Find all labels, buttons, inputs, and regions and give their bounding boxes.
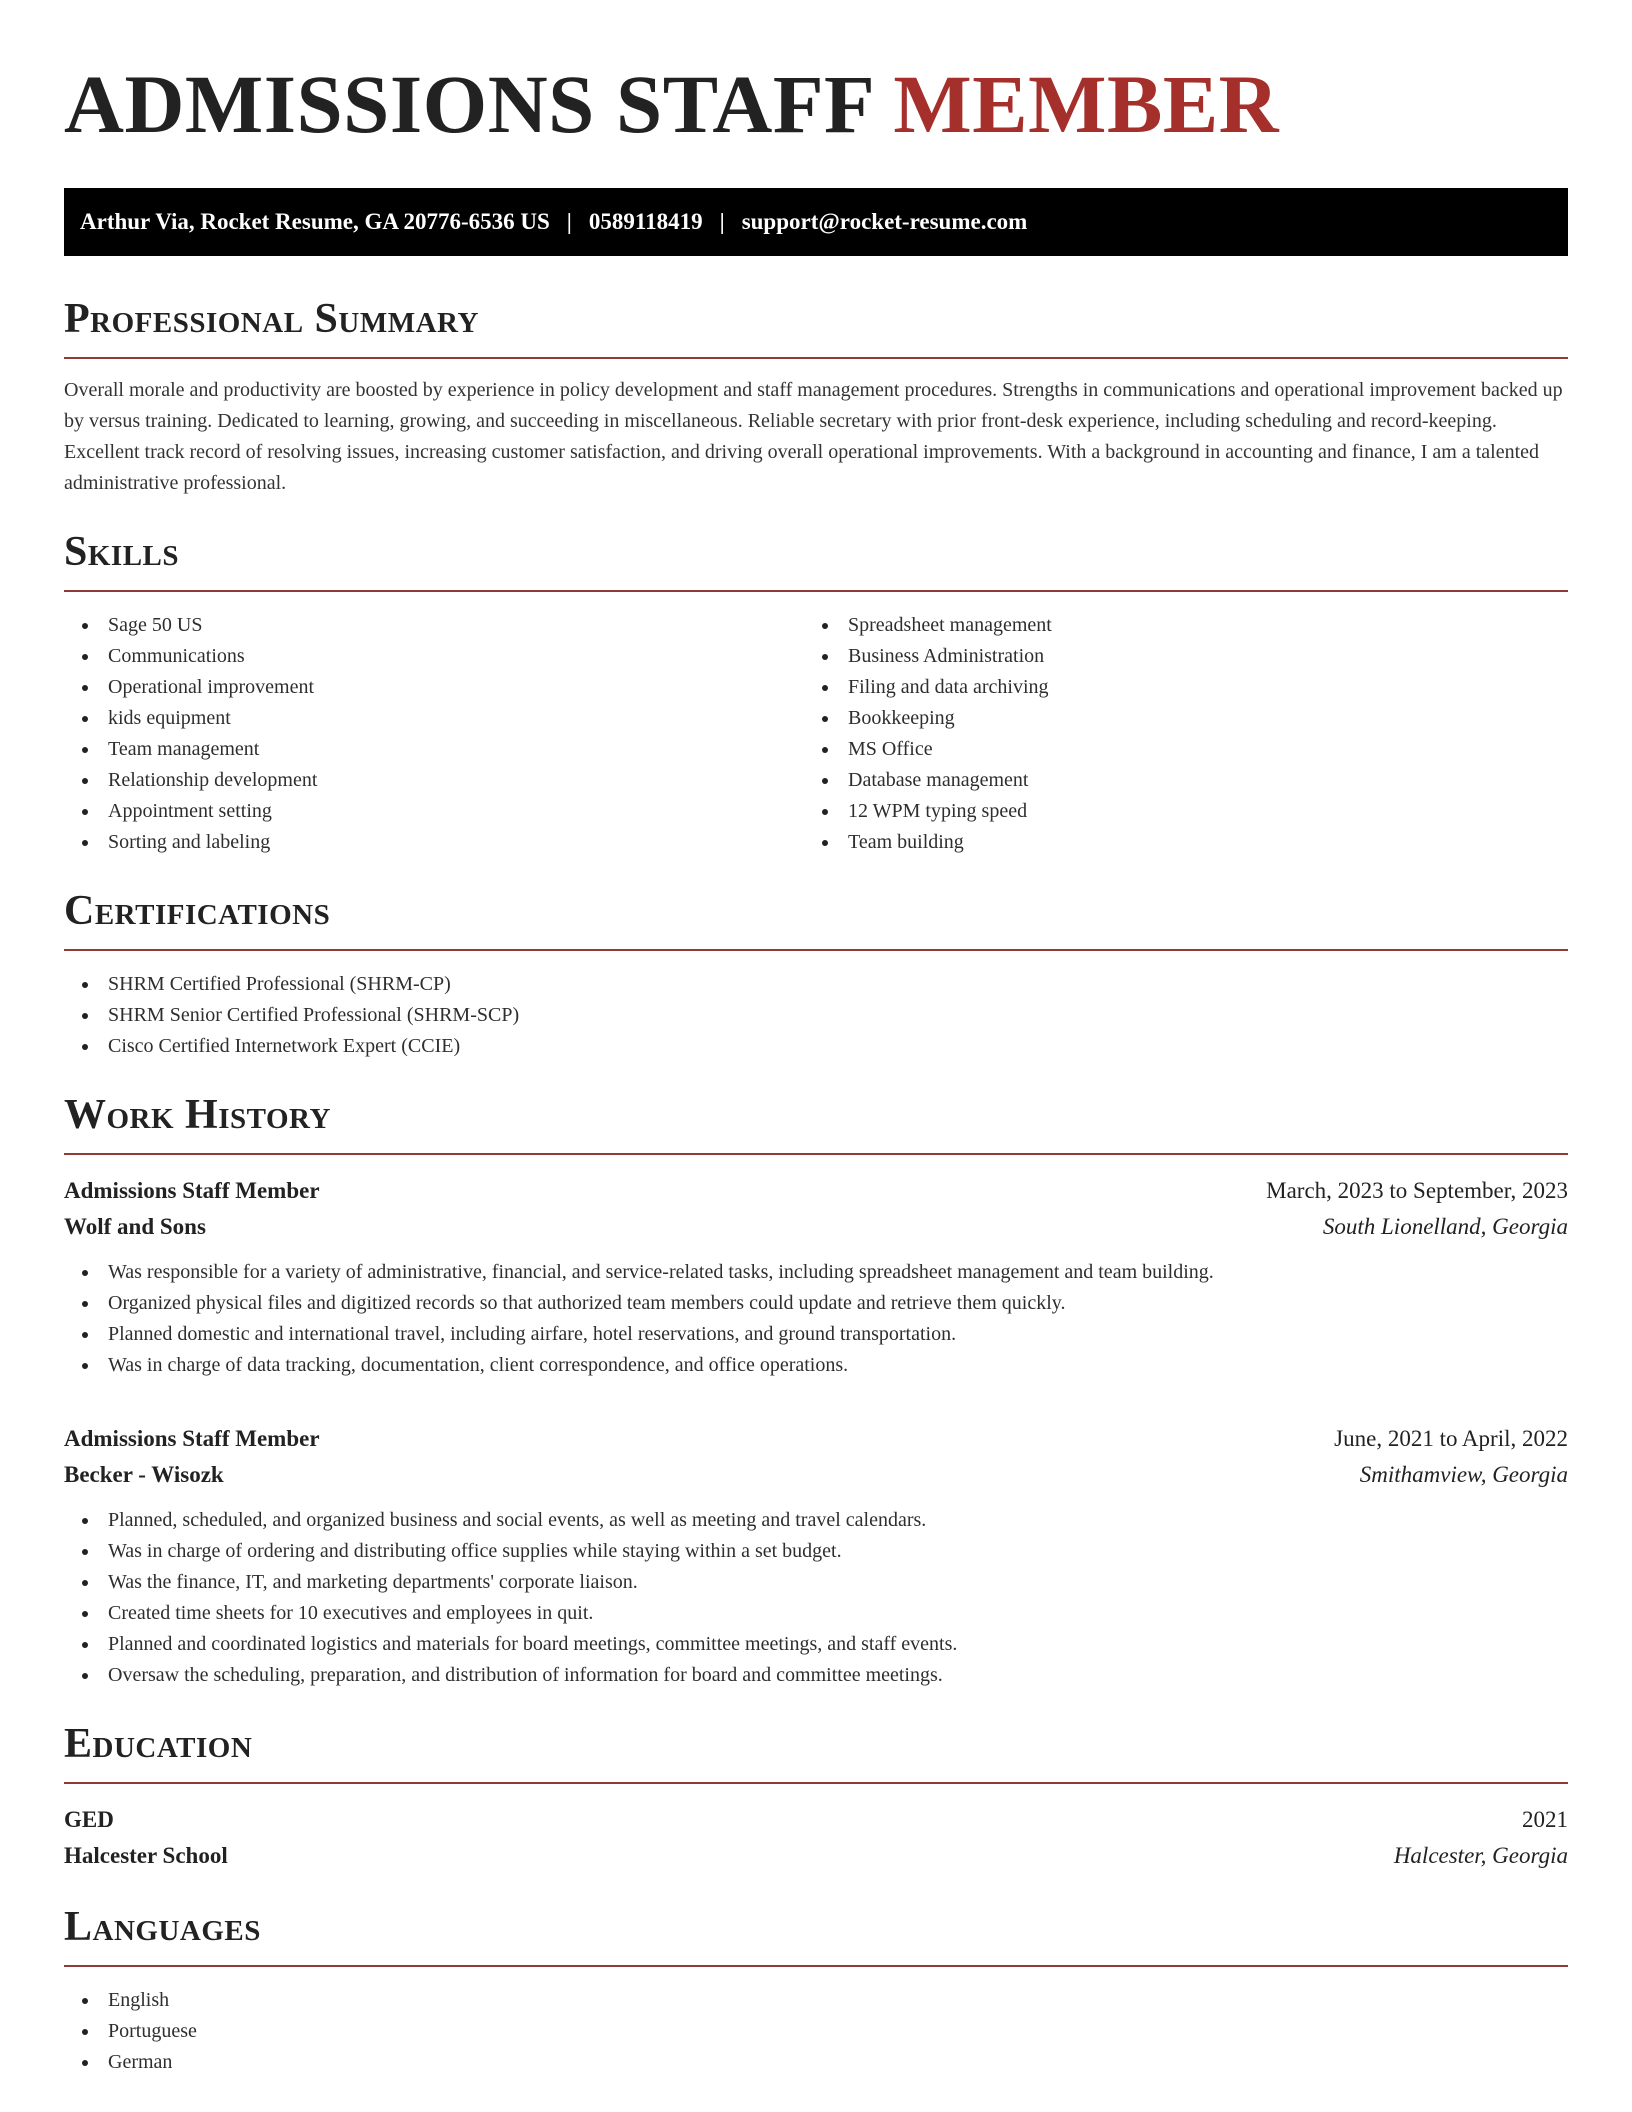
bullet-icon [82,1642,88,1648]
language-label: German [108,2051,173,2073]
bullet-icon [82,809,88,815]
job-duty [64,1629,1568,1660]
language-label: Portuguese [108,2020,197,2042]
languages-list [64,1985,1568,2078]
resume-title [64,58,1568,150]
skill-item [804,610,1568,641]
job-duty-text: Was the finance, IT, and marketing departments' corporate liaison. [108,1571,638,1593]
skill-label: Appointment setting [108,800,272,822]
skill-item [804,765,1568,796]
summary-text: Overall morale and productivity are boosted by experience in policy development and staff management procedures. Strengths in communications and operational improvement backed up by versus training. Dedicated to learning, growing, and succeeding in miscellaneous. Reliable secretary with prior front-desk experience, including scheduling and record-keeping. Excellent track record of resolving issues, increasing customer satisfaction, and driving overall operational improvements. With a background in accounting and finance, I am a talented administrative professional. [64,379,1563,494]
work-history-section [64,1092,1568,1691]
language-label: English [108,1989,170,2011]
section-divider [64,590,1568,592]
skill-item [64,641,804,672]
skill-label: Team management [108,738,260,760]
contact-separator: | [566,209,572,234]
summary-heading: Professional Summary [64,296,479,342]
skill-item [804,796,1568,827]
contact-email: support@rocket-resume.com [741,209,1028,234]
job-duty [64,1660,1568,1691]
skill-item [64,796,804,827]
skill-item [804,703,1568,734]
bullet-icon [82,747,88,753]
skill-item [804,672,1568,703]
job-location: Smithamview, Georgia [1359,1462,1568,1487]
education-location: Halcester, Georgia [1393,1843,1568,1868]
bullet-icon [82,840,88,846]
job-location: South Lionelland, Georgia [1322,1214,1568,1239]
bullet-icon [82,1332,88,1338]
bullet-icon [82,982,88,988]
job-duty-text: Organized physical files and digitized records so that authorized team members could update and retrieve them quickly. [108,1292,1066,1314]
certification-item [64,969,1568,1000]
skill-label: Sorting and labeling [108,831,271,853]
bullet-icon [822,716,828,722]
language-item [64,2047,1568,2078]
skills-heading: Skills [64,529,180,575]
skill-label: Team building [848,831,964,853]
skill-item [64,610,804,641]
bullet-icon [82,2060,88,2066]
work-history-heading: Work History [64,1092,331,1138]
bullet-icon [82,1270,88,1276]
bullet-icon [82,1998,88,2004]
certifications-section [64,888,1568,1062]
job-duty [64,1288,1568,1319]
skill-label: Bookkeeping [848,707,955,729]
job-duties-list [64,1257,1568,1381]
skill-label: kids equipment [108,707,231,729]
certifications-list [64,969,1568,1062]
job-duty-text: Planned, scheduled, and organized business and social events, as well as meeting and travel calendars. [108,1509,927,1531]
skill-label: 12 WPM typing speed [848,800,1028,822]
bullet-icon [822,840,828,846]
job-duty-text: Was in charge of data tracking, documentation, client correspondence, and office operations. [108,1354,849,1376]
job-duty [64,1567,1568,1598]
certification-label: Cisco Certified Internetwork Expert (CCIE) [108,1035,461,1057]
job-entry [64,1173,1568,1381]
education-school: Halcester School [64,1843,228,1868]
section-divider [64,949,1568,951]
contact-address: Arthur Via, Rocket Resume, GA 20776-6536 US [80,209,550,234]
languages-heading: Languages [64,1904,261,1950]
education-degree-row [64,1802,1568,1838]
summary-section [64,296,1568,499]
skill-item [64,672,804,703]
skill-label: Business Administration [848,645,1045,667]
bullet-icon [822,809,828,815]
language-item [64,2016,1568,2047]
contact-bar [64,188,1568,256]
job-duty-text: Created time sheets for 10 executives and employees in quit. [108,1602,594,1624]
skill-label: Communications [108,645,245,667]
job-title: Admissions Staff Member [64,1426,320,1451]
bullet-icon [82,1673,88,1679]
skill-label: Sage 50 US [108,614,203,636]
section-divider [64,1782,1568,1784]
skill-item [64,734,804,765]
certifications-heading: Certifications [64,888,331,934]
bullet-icon [822,778,828,784]
section-divider [64,1965,1568,1967]
section-divider [64,1153,1568,1155]
skill-item [64,703,804,734]
certification-item [64,1000,1568,1031]
job-entry [64,1421,1568,1691]
skills-list-left [64,610,804,858]
job-header-row [64,1421,1568,1457]
job-company-row [64,1457,1568,1493]
job-duty [64,1257,1568,1288]
skills-list-right [804,610,1568,858]
bullet-icon [82,1549,88,1555]
job-duties-list [64,1505,1568,1691]
skills-section [64,529,1568,858]
bullet-icon [82,716,88,722]
skill-item [804,827,1568,858]
job-duty [64,1536,1568,1567]
language-item [64,1985,1568,2016]
title-accent: MEMBER [893,58,1280,150]
job-dates: March, 2023 to September, 2023 [1266,1178,1568,1203]
certification-label: SHRM Senior Certified Professional (SHRM-SCP) [108,1004,520,1026]
education-degree: GED [64,1807,114,1832]
bullet-icon [82,2029,88,2035]
education-section [64,1721,1568,1874]
skill-label: MS Office [848,738,933,760]
bullet-icon [822,623,828,629]
bullet-icon [82,1518,88,1524]
bullet-icon [82,685,88,691]
bullet-icon [822,747,828,753]
job-title: Admissions Staff Member [64,1178,320,1203]
job-company: Becker - Wisozk [64,1462,224,1487]
job-company: Wolf and Sons [64,1214,206,1239]
skill-label: Spreadsheet management [848,614,1052,636]
skill-label: Relationship development [108,769,318,791]
skill-label: Database management [848,769,1029,791]
certification-item [64,1031,1568,1062]
job-dates: June, 2021 to April, 2022 [1334,1426,1568,1451]
job-duty [64,1350,1568,1381]
skill-label: Filing and data archiving [848,676,1049,698]
bullet-icon [822,654,828,660]
languages-section [64,1904,1568,2078]
job-duty [64,1505,1568,1536]
education-school-row [64,1838,1568,1874]
skill-label: Operational improvement [108,676,315,698]
education-entry [64,1802,1568,1874]
skill-item [64,827,804,858]
education-heading: Education [64,1721,253,1767]
bullet-icon [82,654,88,660]
skills-grid [64,610,1568,858]
job-duty-text: Planned domestic and international travel, including airfare, hotel reservations, and ground transportation. [108,1323,957,1345]
bullet-icon [82,1044,88,1050]
contact-phone: 0589118419 [588,209,703,234]
bullet-icon [82,778,88,784]
bullet-icon [82,1301,88,1307]
job-header-row [64,1173,1568,1209]
skill-item [804,734,1568,765]
bullet-icon [82,1611,88,1617]
bullet-icon [82,623,88,629]
bullet-icon [82,1363,88,1369]
contact-separator: | [719,209,725,234]
job-duty [64,1319,1568,1350]
skill-item [64,765,804,796]
bullet-icon [82,1013,88,1019]
job-duty-text: Was responsible for a variety of administrative, financial, and service-related tasks, including spreadsheet management and team building. [108,1261,1214,1283]
title-main: ADMISSIONS STAFF [64,58,873,150]
education-year: 2021 [1522,1807,1568,1832]
job-duty [64,1598,1568,1629]
bullet-icon [822,685,828,691]
skill-item [804,641,1568,672]
job-duty-text: Oversaw the scheduling, preparation, and distribution of information for board and committee meetings. [108,1664,943,1686]
certification-label: SHRM Certified Professional (SHRM-CP) [108,973,451,995]
section-divider [64,357,1568,359]
job-company-row [64,1209,1568,1245]
bullet-icon [82,1580,88,1586]
job-duty-text: Was in charge of ordering and distributing office supplies while staying within a set budget. [108,1540,842,1562]
job-duty-text: Planned and coordinated logistics and materials for board meetings, committee meetings, and staff events. [108,1633,958,1655]
